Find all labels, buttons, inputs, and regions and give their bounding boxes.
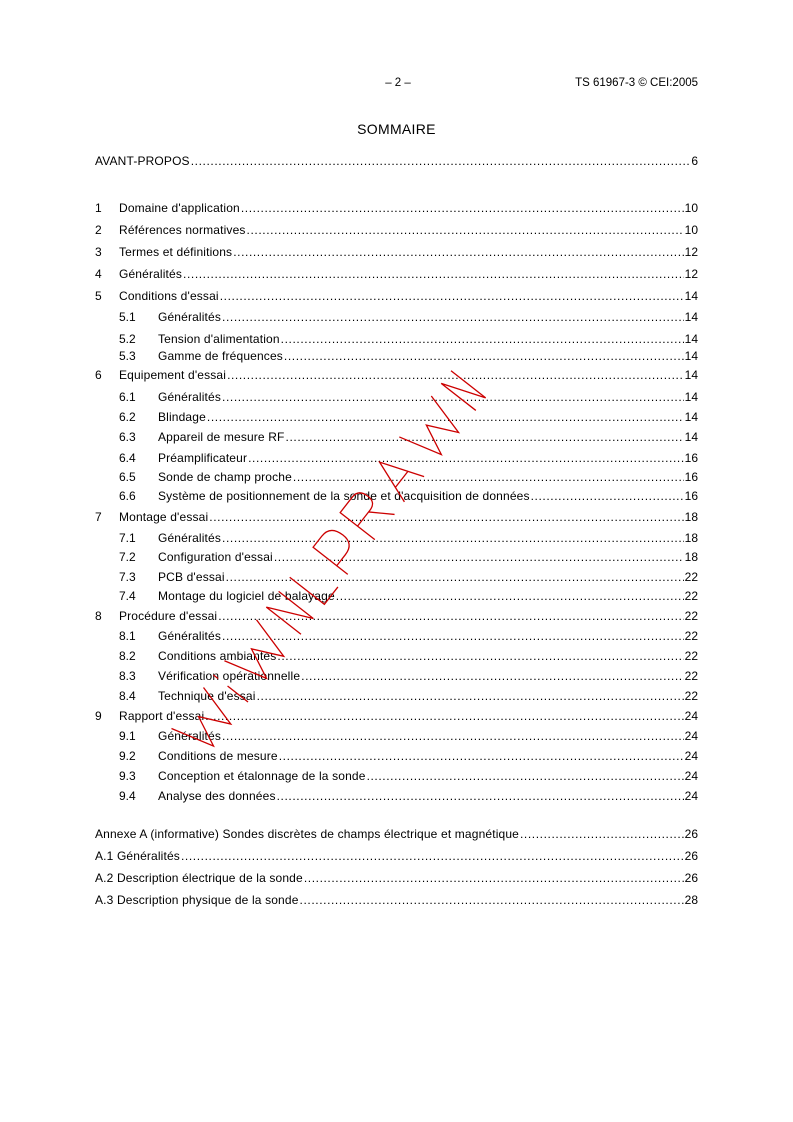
toc-entry-title: PCB d'essai bbox=[158, 570, 225, 584]
toc-entry-number: 2 bbox=[95, 223, 102, 237]
toc-entry-leader bbox=[293, 469, 684, 485]
toc-entry-page: 10 bbox=[684, 223, 698, 237]
toc-entry-leader bbox=[220, 288, 684, 304]
toc-entry bbox=[95, 608, 698, 624]
toc-entry-leader bbox=[301, 668, 684, 684]
toc-entry-leader bbox=[233, 244, 683, 260]
toc-entry-number: 4 bbox=[95, 267, 102, 281]
toc-entry-title: Généralités bbox=[119, 267, 183, 281]
toc-entry-title: Conditions ambiantes bbox=[158, 649, 277, 663]
toc-entry-number: 6.3 bbox=[119, 430, 136, 444]
toc-entry-page: 22 bbox=[684, 689, 698, 703]
toc-entry-leader bbox=[336, 588, 684, 604]
toc-entry bbox=[95, 708, 698, 724]
toc-entry bbox=[95, 153, 698, 169]
toc-entry-page: 18 bbox=[684, 531, 698, 545]
toc-entry bbox=[119, 768, 698, 784]
toc-entry bbox=[119, 668, 698, 684]
toc-entry-page: 14 bbox=[684, 310, 698, 324]
toc-entry-page: 26 bbox=[684, 849, 698, 863]
toc-entry-page: 22 bbox=[684, 570, 698, 584]
toc-entry-title: Préamplificateur bbox=[158, 451, 248, 465]
toc-entry-title: Montage du logiciel de balayage bbox=[158, 589, 335, 603]
toc-entry bbox=[95, 288, 698, 304]
toc-entry-page: 6 bbox=[691, 154, 698, 168]
toc-entry-number: 6.1 bbox=[119, 390, 136, 404]
toc-entry-page: 14 bbox=[684, 332, 698, 346]
toc-entry bbox=[95, 848, 698, 864]
toc-entry bbox=[95, 892, 698, 908]
toc-entry bbox=[95, 266, 698, 282]
toc-entry-page: 14 bbox=[684, 430, 698, 444]
toc-entry-number: 8.1 bbox=[119, 629, 136, 643]
toc-entry-leader bbox=[284, 348, 684, 364]
toc-entry-title: Termes et définitions bbox=[119, 245, 233, 259]
toc-entry-leader bbox=[181, 848, 684, 864]
toc-entry bbox=[95, 509, 698, 525]
page-title: SOMMAIRE bbox=[357, 121, 436, 137]
toc-entry-leader bbox=[205, 708, 683, 724]
toc-entry-leader bbox=[222, 309, 684, 325]
toc-entry bbox=[119, 728, 698, 744]
toc-entry-page: 14 bbox=[684, 390, 698, 404]
toc-entry-leader bbox=[531, 488, 684, 504]
toc-entry-title: A.1 Généralités bbox=[95, 849, 180, 863]
toc-entry-leader bbox=[277, 788, 684, 804]
toc-entry-title: Annexe A (informative) Sondes discrètes de champs électrique et magnétique bbox=[95, 827, 519, 841]
toc-entry-number: 9.1 bbox=[119, 729, 136, 743]
toc-entry-page: 22 bbox=[684, 629, 698, 643]
toc-entry-page: 14 bbox=[684, 349, 698, 363]
toc-entry-leader bbox=[222, 389, 684, 405]
toc-entry-title: Rapport d'essai bbox=[119, 709, 205, 723]
toc-entry-title: Blindage bbox=[158, 410, 206, 424]
toc-entry bbox=[95, 200, 698, 216]
toc-entry bbox=[119, 450, 698, 466]
toc-entry-title: Technique d'essai bbox=[158, 689, 256, 703]
toc-entry bbox=[95, 222, 698, 238]
toc-entry-leader bbox=[520, 826, 684, 842]
toc-entry-page: 22 bbox=[684, 589, 698, 603]
toc-entry-title: Généralités bbox=[158, 310, 222, 324]
toc-entry-page: 18 bbox=[684, 510, 698, 524]
toc-entry-page: 22 bbox=[684, 649, 698, 663]
toc-entry-leader bbox=[248, 450, 684, 466]
toc-entry-page: 22 bbox=[684, 609, 698, 623]
toc-entry-title: Procédure d'essai bbox=[119, 609, 218, 623]
toc-entry-leader bbox=[241, 200, 684, 216]
page-number: – 2 – bbox=[385, 77, 411, 89]
toc-entry bbox=[119, 429, 698, 445]
toc-entry bbox=[119, 549, 698, 565]
toc-entry-number: 6.5 bbox=[119, 470, 136, 484]
toc-entry-leader bbox=[222, 530, 684, 546]
toc-entry-title: Montage d'essai bbox=[119, 510, 209, 524]
toc-entry-title: Configuration d'essai bbox=[158, 550, 273, 564]
toc-entry-page: 28 bbox=[684, 893, 698, 907]
toc-entry-page: 24 bbox=[684, 709, 698, 723]
toc-entry-number: 7.2 bbox=[119, 550, 136, 564]
toc-entry-number: 9.4 bbox=[119, 789, 136, 803]
toc-entry-leader bbox=[183, 266, 684, 282]
toc-entry-number: 1 bbox=[95, 201, 102, 215]
toc-entry-leader bbox=[222, 628, 684, 644]
toc-entry-page: 26 bbox=[684, 827, 698, 841]
toc-entry bbox=[119, 648, 698, 664]
toc-entry-leader bbox=[277, 648, 683, 664]
toc-entry bbox=[119, 628, 698, 644]
toc-entry bbox=[119, 409, 698, 425]
toc-entry-page: 14 bbox=[684, 410, 698, 424]
toc-entry-page: 16 bbox=[684, 489, 698, 503]
toc-entry bbox=[119, 788, 698, 804]
toc-entry-leader bbox=[207, 409, 684, 425]
toc-entry-title: Généralités bbox=[158, 729, 222, 743]
toc-entry-number: 6 bbox=[95, 368, 102, 382]
toc-entry-number: 5.3 bbox=[119, 349, 136, 363]
toc-entry-page: 16 bbox=[684, 470, 698, 484]
toc-entry-leader bbox=[247, 222, 684, 238]
toc-entry-title: Conditions d'essai bbox=[119, 289, 219, 303]
toc-entry-page: 26 bbox=[684, 871, 698, 885]
toc-entry-title: Vérification opérationnelle bbox=[158, 669, 301, 683]
toc-entry-title: Références normatives bbox=[119, 223, 246, 237]
toc-entry bbox=[119, 530, 698, 546]
toc-entry-number: 6.4 bbox=[119, 451, 136, 465]
toc-entry bbox=[119, 309, 698, 325]
toc-entry-title: Généralités bbox=[158, 531, 222, 545]
toc-entry-leader bbox=[226, 569, 684, 585]
toc-entry bbox=[119, 688, 698, 704]
toc-entry-number: 9 bbox=[95, 709, 102, 723]
toc-entry-title: Conception et étalonnage de la sonde bbox=[158, 769, 366, 783]
toc-entry-leader bbox=[191, 153, 691, 169]
toc-entry-number: 8.3 bbox=[119, 669, 136, 683]
toc-entry-page: 14 bbox=[684, 289, 698, 303]
toc-entry-title: Système de positionnement de la sonde et d'acquisition de données bbox=[158, 489, 530, 503]
toc-entry-page: 24 bbox=[684, 769, 698, 783]
toc-entry-title: Sonde de champ proche bbox=[158, 470, 292, 484]
toc-entry-title: AVANT-PROPOS bbox=[95, 154, 190, 168]
toc-entry-number: 9.2 bbox=[119, 749, 136, 763]
toc-entry-number: 5.1 bbox=[119, 310, 136, 324]
document-reference: TS 61967-3 © CEI:2005 bbox=[575, 77, 698, 89]
toc-entry-page: 18 bbox=[684, 550, 698, 564]
toc-entry-leader bbox=[367, 768, 684, 784]
toc-entry-leader bbox=[300, 892, 684, 908]
toc-entry-leader bbox=[209, 509, 683, 525]
toc-entry-number: 8.2 bbox=[119, 649, 136, 663]
toc-entry-number: 8 bbox=[95, 609, 102, 623]
toc-entry-leader bbox=[274, 549, 684, 565]
toc-entry-title: Equipement d'essai bbox=[119, 368, 227, 382]
toc-entry-leader bbox=[286, 429, 684, 445]
toc-entry-page: 10 bbox=[684, 201, 698, 215]
toc-entry-page: 14 bbox=[684, 368, 698, 382]
toc-entry-title: Conditions de mesure bbox=[158, 749, 278, 763]
toc-entry bbox=[95, 870, 698, 886]
toc-entry-number: 5 bbox=[95, 289, 102, 303]
toc-entry bbox=[119, 569, 698, 585]
toc-entry-page: 22 bbox=[684, 669, 698, 683]
toc-entry-title: Tension d'alimentation bbox=[158, 332, 280, 346]
toc-entry-number: 3 bbox=[95, 245, 102, 259]
toc-entry-number: 6.6 bbox=[119, 489, 136, 503]
toc-entry-number: 5.2 bbox=[119, 332, 136, 346]
toc-entry bbox=[119, 748, 698, 764]
toc-entry bbox=[119, 331, 698, 347]
toc-entry-leader bbox=[279, 748, 684, 764]
toc-entry bbox=[95, 826, 698, 842]
toc-entry-number: 7 bbox=[95, 510, 102, 524]
toc-entry-number: 6.2 bbox=[119, 410, 136, 424]
toc-entry-leader bbox=[281, 331, 684, 347]
toc-entry-title: Gamme de fréquences bbox=[158, 349, 283, 363]
toc-entry-number: 7.1 bbox=[119, 531, 136, 545]
toc-entry-page: 12 bbox=[684, 245, 698, 259]
toc-entry-title: A.2 Description électrique de la sonde bbox=[95, 871, 303, 885]
toc-entry-leader bbox=[218, 608, 683, 624]
toc-entry-title: Appareil de mesure RF bbox=[158, 430, 285, 444]
toc-entry-number: 8.4 bbox=[119, 689, 136, 703]
toc-entry bbox=[119, 389, 698, 405]
toc-entry bbox=[95, 367, 698, 383]
toc-entry bbox=[119, 588, 698, 604]
toc-entry-page: 24 bbox=[684, 789, 698, 803]
toc-entry-number: 7.4 bbox=[119, 589, 136, 603]
toc-entry-title: Analyse des données bbox=[158, 789, 276, 803]
toc-entry-page: 24 bbox=[684, 729, 698, 743]
toc-entry-title: A.3 Description physique de la sonde bbox=[95, 893, 299, 907]
toc-entry bbox=[95, 244, 698, 260]
toc-entry-leader bbox=[257, 688, 684, 704]
toc-entry bbox=[119, 348, 698, 364]
toc-entry-title: Généralités bbox=[158, 629, 222, 643]
toc-entry-leader bbox=[304, 870, 684, 886]
toc-entry-title: Généralités bbox=[158, 390, 222, 404]
toc-entry-number: 9.3 bbox=[119, 769, 136, 783]
toc-entry-leader bbox=[222, 728, 684, 744]
toc-entry-number: 7.3 bbox=[119, 570, 136, 584]
toc-entry-page: 16 bbox=[684, 451, 698, 465]
toc-entry-title: Domaine d'application bbox=[119, 201, 240, 215]
toc-entry-leader bbox=[227, 367, 684, 383]
toc-entry bbox=[119, 488, 698, 504]
toc-entry bbox=[119, 469, 698, 485]
toc-entry-page: 12 bbox=[684, 267, 698, 281]
toc-entry-page: 24 bbox=[684, 749, 698, 763]
